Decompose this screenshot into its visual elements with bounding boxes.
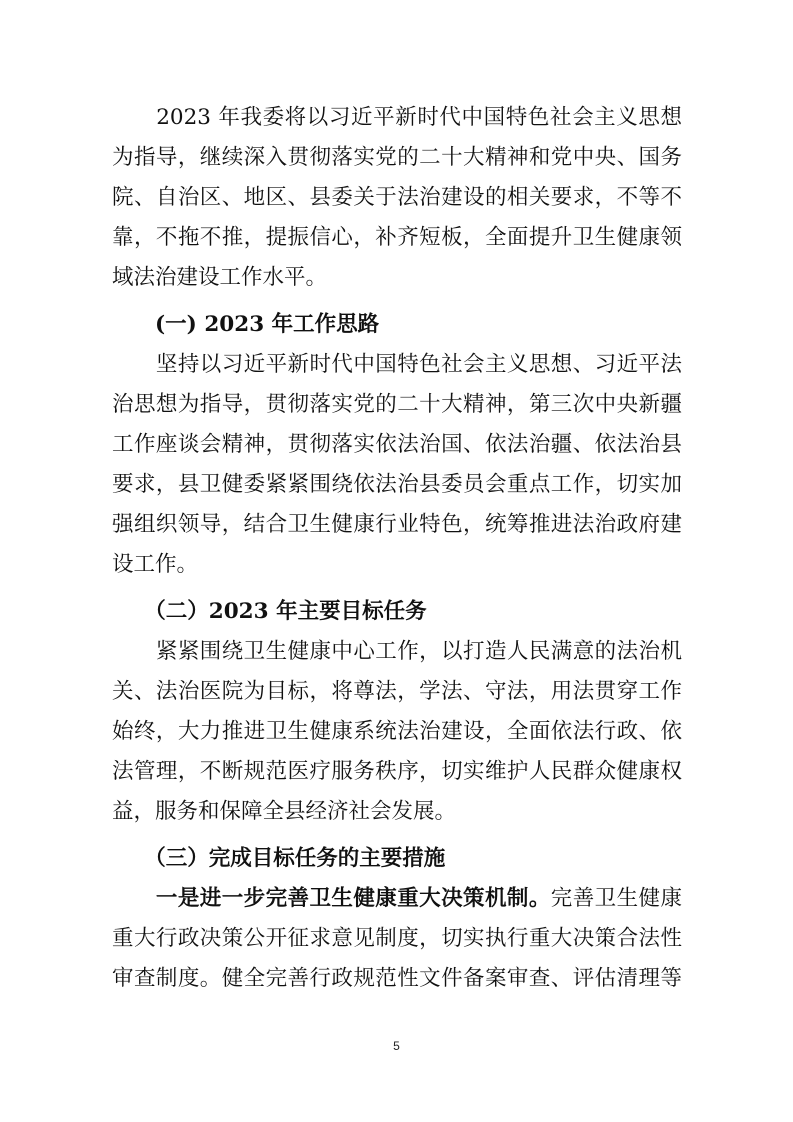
section-3-heading: （三）完成目标任务的主要措施 (112, 846, 446, 871)
intro-line-3: 院、自治区、地区、县委关于法治建设的相关要求，不等不 (112, 185, 682, 210)
section-2-line-5: 益，服务和保障全县经济社会发展。 (112, 799, 457, 824)
section-2-line-2: 关、法治医院为目标，将尊法，学法、守法，用法贯穿工作 (112, 679, 682, 704)
intro-line-4: 靠，不拖不推，提振信心，补齐短板，全面提升卫生健康领 (112, 225, 682, 250)
section-2-line-3: 始终，大力推进卫生健康系统法治建设，全面依法行政、依 (112, 719, 682, 744)
intro-line-2: 为指导，继续深入贯彻落实党的二十大精神和党中央、国务 (112, 145, 682, 170)
section-2-line-4: 法管理，不断规范医疗服务秩序，切实维护人民群众健康权 (112, 759, 682, 784)
section-3-line-1-rest: 完善卫生健康 (550, 886, 682, 911)
section-2-line-1: 紧紧围绕卫生健康中心工作，以打造人民满意的法治机 (112, 639, 682, 664)
section-1-line-1: 坚持以习近平新时代中国特色社会主义思想、习近平法 (112, 352, 682, 377)
section-2-heading: （二）2023 年主要目标任务 (112, 599, 427, 624)
section-3-line-2: 重大行政决策公开征求意见制度，切实执行重大决策合法性 (112, 926, 682, 951)
section-1-line-3: 工作座谈会精神，贯彻落实依法治国、依法治疆、依法治县 (112, 432, 682, 457)
page-number: 5 (393, 1039, 400, 1053)
section-1-heading: (一) 2023 年工作思路 (112, 312, 380, 337)
section-3-lead-sentence: 一是进一步完善卫生健康重大决策机制。 (112, 886, 551, 911)
section-1-line-4: 要求，县卫健委紧紧围绕依法治县委员会重点工作，切实加 (112, 472, 682, 497)
section-1-line-6: 设工作。 (112, 552, 199, 577)
section-1-line-2: 治思想为指导，贯彻落实党的二十大精神，第三次中央新疆 (112, 392, 682, 417)
section-3-line-3: 审查制度。健全完善行政规范性文件备案审查、评估清理等 (112, 966, 682, 991)
intro-line-1: 2023 年我委将以习近平新时代中国特色社会主义思想 (112, 105, 682, 130)
section-3-line-1 (112, 881, 682, 917)
section-1-line-5: 强组织领导，结合卫生健康行业特色，统筹推进法治政府建 (112, 512, 682, 537)
intro-line-5: 域法治建设工作水平。 (112, 265, 328, 290)
